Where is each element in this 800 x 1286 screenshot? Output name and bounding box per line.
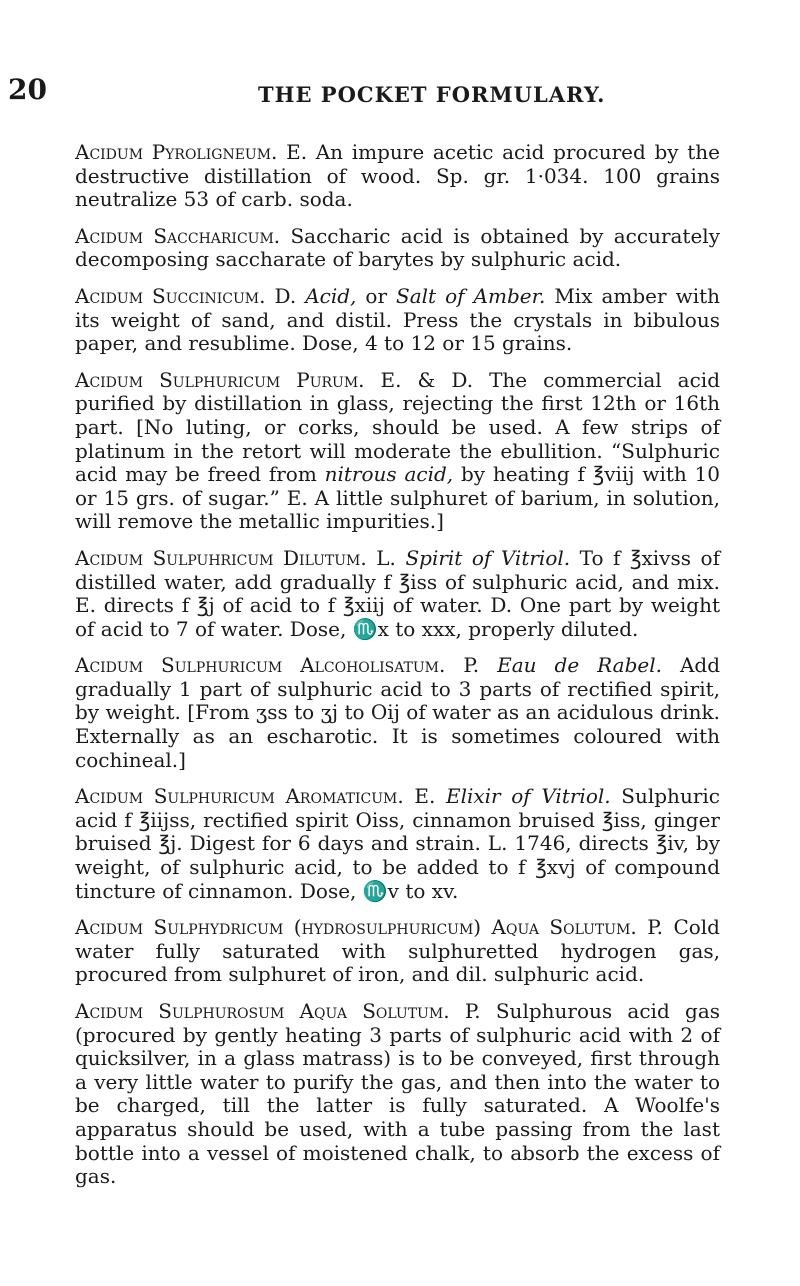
entry-acidum-sulphydricum bbox=[75, 916, 720, 987]
formulary-body bbox=[75, 141, 720, 1202]
entry-italic-text: Salt of Amber. bbox=[396, 283, 546, 308]
entry-heading: Acidum Pyroligneum. bbox=[75, 140, 278, 164]
entry-heading: Acidum Sulphuricum Purum. bbox=[75, 367, 365, 392]
entry-acidum-sulphurosum bbox=[75, 1000, 720, 1189]
entry-text: Add gradually 1 part of sulphuric acid to 3 parts of rectified spirit, by weight. [From ʒss to ʒj to Oij of water as an acidulous drink. Externally as an escharotic. It is sometimes coloured with cochineal.] bbox=[75, 653, 721, 772]
entry-heading: Acidum Sulpuhricum Dilutum. bbox=[75, 545, 367, 570]
entry-heading: Acidum Sulphurosum Aqua Solutum. bbox=[75, 999, 450, 1023]
entry-acidum-sulphuricum-dilutum bbox=[75, 547, 720, 641]
entry-text: E. bbox=[403, 784, 446, 809]
entry-acidum-succinicum bbox=[75, 285, 720, 356]
page-number: 20 bbox=[8, 73, 47, 106]
running-title: THE POCKET FORMULARY. bbox=[258, 82, 606, 107]
entry-acidum-sulphuricum-purum bbox=[75, 369, 720, 534]
entry-text: P. Cold water fully saturated with sulphuretted hydrogen gas, procured from sulphuret of iron, and dil. sulphuric acid. bbox=[75, 915, 720, 987]
entry-text: Mix amber with its weight of sand, and distil. Press the crystals in bibulous paper, and resublime. Dose, 4 to 12 or 15 grains. bbox=[75, 283, 721, 356]
entry-text: Saccharic acid is obtained by accurately decomposing saccharate of barytes by sulphuric acid. bbox=[75, 223, 720, 272]
entry-text: P. Sulphurous acid gas (procured by gently heating 3 parts of sulphuric acid with 2 of quicksilver, in a glass matrass) is to be conveyed, first through a very little water to purify the gas, and then into the water to be charged, till the latter is fully saturated. A Woolfe's apparatus should be used, with a tube passing from the last bottle into a vessel of moistened chalk, to absorb the excess of gas. bbox=[75, 999, 721, 1189]
entry-heading: Acidum Sulphuricum Alcoholisatum. bbox=[75, 653, 446, 678]
entry-acidum-sulphuricum-aromaticum bbox=[75, 785, 720, 903]
entry-italic-text: Elixir of Vitriol. bbox=[445, 784, 611, 809]
entry-acidum-saccharicum bbox=[75, 225, 720, 272]
entry-italic-text: Eau de Rabel. bbox=[497, 653, 662, 678]
entry-heading: Acidum Saccharicum. bbox=[75, 223, 281, 248]
entry-heading: Acidum Succinicum. bbox=[75, 283, 266, 308]
entry-italic-text: Spirit of Vitriol. bbox=[405, 545, 571, 570]
entry-italic-text: Acid, bbox=[305, 283, 357, 308]
entry-text: D. bbox=[265, 283, 306, 308]
entry-text: by heating f ℥viij with 10 or 15 grs. of sugar.” E. A little sulphuret of barium, in solution, will remove the metallic impurities.] bbox=[75, 462, 721, 534]
entry-text: P. bbox=[445, 653, 498, 678]
entry-text: E. & D. The commercial acid purified by distillation in glass, rejecting the first 12th or 16th part. [No luting, or corks, should be used. A few strips of platinum in the retort will moderate the ebullition. “Sulphuric acid may be freed from bbox=[75, 367, 720, 487]
entry-acidum-sulphuricum-alcoholisatum bbox=[75, 654, 720, 772]
entry-italic-text: nitrous acid, bbox=[324, 462, 454, 487]
entry-text: Sulphuric acid f ℥iijss, rectified spirit Oiss, cinnamon bruised ℥iss, ginger bruised ℥j. Digest for 6 days and strain. L. 1746, directs ℥iv, by weight, of sulphuric acid, to be added to f ℥xvj of compound tincture of cinnamon. Dose, ♏v to xv. bbox=[75, 784, 720, 903]
entry-heading: Acidum Sulphydricum (hydrosulphuricum) Aqua Solutum. bbox=[75, 915, 637, 940]
entry-text: To f ℥xivss of distilled water, add gradually f ℥iss of sulphuric acid, and mix. E. directs f ℥j of acid to f ℥xiij of water. D. One part by weight of acid to 7 of water. Dose, ♏x to xxx, properly diluted. bbox=[75, 545, 720, 641]
entry-text: E. An impure acetic acid procured by the destructive distillation of wood. Sp. gr. 1·034. 100 grains neutralize 53 of carb. soda. bbox=[75, 140, 721, 212]
entry-text: L. bbox=[366, 545, 406, 570]
entry-heading: Acidum Sulphuricum Aromaticum. bbox=[75, 784, 404, 809]
entry-text: or bbox=[356, 283, 397, 308]
entry-acidum-pyroligneum bbox=[75, 141, 720, 212]
